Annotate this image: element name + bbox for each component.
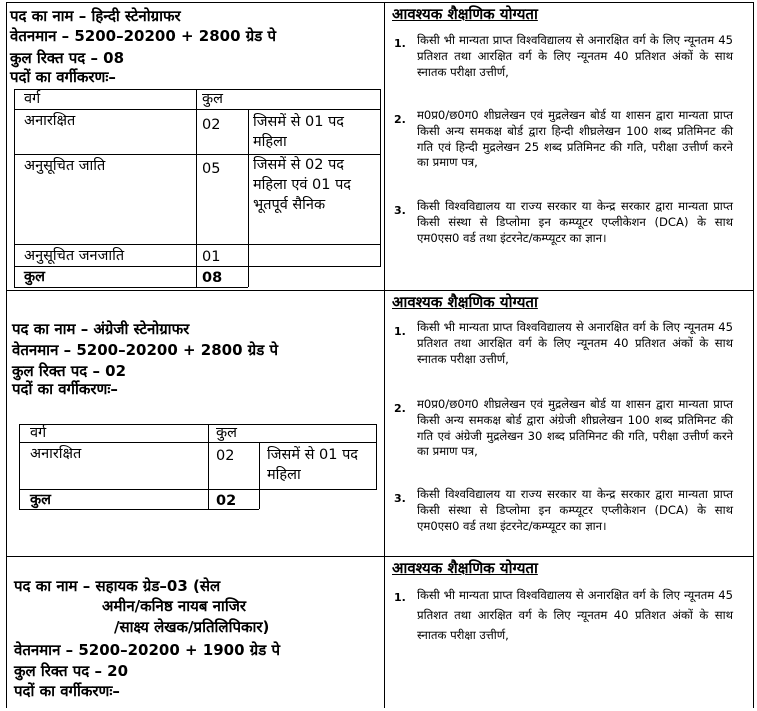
- qual-number: 2.: [394, 402, 406, 415]
- table-head-total: कुल: [202, 91, 223, 107]
- vacancy-hindi-steno: कुल रिक्त पद – 08: [10, 49, 125, 67]
- vacancy-assistant-grade: कुल रिक्त पद – 20: [14, 662, 129, 680]
- qual-item: किसी विश्वविद्यालय या राज्य सरकार या केन्द्र सरकार द्वारा मान्यता प्राप्त किसी संस्था से डिप्लोमा इन कम्प्यूटर एप्लीकेशन (DCA) के साथ एम0एस0 वर्ड तथा इंटरनेट/कम्प्यूटर का ज्ञान।: [417, 199, 733, 245]
- qual-item: किसी भी मान्यता प्राप्त विश्वविद्यालय से अनारक्षित वर्ग के लिए न्यूनतम 45 प्रतिशत तथा आरक्षित वर्ग के लिए न्यूनतम 40 प्रतिशत अंकों के साथ स्नातक परीक्षा उत्तीर्ण,: [417, 320, 733, 366]
- table-row-category: अनारक्षित: [30, 446, 82, 462]
- section-divider-2: [6, 556, 754, 557]
- qual-item: म0प्र0/छ0ग0 शीघ्रलेखन एवं मुद्रलेखन बोर्ड या शासन द्वारा मान्यता प्राप्त किसी अन्य समकक्ष बोर्ड द्वारा हिन्दी शीघ्रलेखन 100 शब्द प्रतिमिनट की गति एवं हिन्दी मुद्रलेखन 25 शब्द प्रतिमिनट की गति, परीक्षा उत्तीर्ण करने का प्रमाण पत्र,: [417, 108, 733, 170]
- qualification-header: आवश्यक शैक्षणिक योग्यता: [392, 559, 538, 577]
- qualification-header: आवश्यक शैक्षणिक योग्यता: [392, 5, 538, 23]
- classification-label: पदों का वर्गीकरणः–: [10, 68, 116, 86]
- classification-label: पदों का वर्गीकरणः–: [14, 682, 120, 700]
- qual-number: 3.: [394, 204, 406, 217]
- qual-item: किसी भी मान्यता प्राप्त विश्वविद्यालय से अनारक्षित वर्ग के लिए न्यूनतम 45 प्रतिशत तथा आरक्षित वर्ग के लिए न्यूनतम 40 प्रतिशत अंकों के साथ स्नातक परीक्षा उत्तीर्ण,: [417, 33, 733, 79]
- qual-number: 3.: [394, 492, 406, 505]
- post-name-assistant-grade-cont: /साक्ष्य लेखक/प्रतिलिपिकार): [114, 618, 270, 636]
- table-row-note: जिसमें से 01 पद महिला: [253, 114, 345, 150]
- table-head-category: वर्ग: [30, 425, 47, 441]
- pay-scale-english-steno: वेतनमान – 5200–20200 + 2800 ग्रेड पे: [12, 341, 278, 359]
- table-row-count: 01: [202, 249, 221, 265]
- qual-item: किसी विश्वविद्यालय या राज्य सरकार या केन्द्र सरकार द्वारा मान्यता प्राप्त किसी संस्था से डिप्लोमा इन कम्प्यूटर एप्लीकेशन (DCA) के साथ एम0एस0 वर्ड तथा इंटरनेट/कम्प्यूटर का ज्ञान।: [417, 487, 733, 533]
- post-name-hindi-steno: पद का नाम – हिन्दी स्टेनोग्राफर: [10, 7, 181, 25]
- qual-number: 2.: [394, 113, 406, 126]
- table-row-count: 02: [216, 448, 235, 464]
- table-row-category: अनुसूचित जनजाति: [24, 248, 125, 264]
- post-name-assistant-grade-cont: अमीन/कनिष्ठ नायब नाजिर: [102, 597, 246, 615]
- table-total-count: 08: [202, 270, 223, 286]
- section-divider-1: [6, 290, 754, 291]
- pay-scale-hindi-steno: वेतनमान – 5200–20200 + 2800 ग्रेड पे: [10, 27, 276, 45]
- table-row-count: 02: [202, 117, 221, 133]
- document-page: [6, 2, 754, 708]
- qual-number: 1.: [394, 325, 406, 338]
- qual-number: 1.: [394, 591, 406, 604]
- table-total-count: 02: [216, 493, 237, 509]
- table-row-category: अनुसूचित जाति: [24, 158, 106, 174]
- post-name-english-steno: पद का नाम – अंग्रेजी स्टेनोग्राफर: [12, 320, 190, 338]
- table-total-label: कुल: [30, 492, 51, 508]
- qualification-header: आवश्यक शैक्षणिक योग्यता: [392, 293, 538, 311]
- qual-item: म0प्र0/छ0ग0 शीघ्रलेखन एवं मुद्रलेखन बोर्ड या शासन द्वारा मान्यता प्राप्त किसी अन्य समकक्ष बोर्ड द्वारा अंग्रेजी शीघ्रलेखन 100 शब्द प्रतिमिनट की गति एवं अंग्रेजी मुद्रलेखन 30 शब्द प्रतिमिनट की गति, परीक्षा उत्तीर्ण करने का प्रमाण पत्र,: [417, 397, 733, 459]
- border-top: [6, 2, 754, 3]
- post-name-assistant-grade: पद का नाम – सहायक ग्रेड–03 (सेल: [14, 577, 221, 595]
- table-row-count: 05: [202, 161, 221, 177]
- vacancy-english-steno: कुल रिक्त पद – 02: [12, 362, 127, 380]
- classification-label: पदों का वर्गीकरणः–: [12, 380, 118, 398]
- table-row-category: अनारक्षित: [24, 113, 76, 129]
- pay-scale-assistant-grade: वेतनमान – 5200–20200 + 1900 ग्रेड पे: [14, 641, 280, 659]
- table-head-total: कुल: [216, 425, 237, 441]
- column-divider: [384, 2, 385, 708]
- qual-item: किसी भी मान्यता प्राप्त विश्वविद्यालय से अनारक्षित वर्ग के लिए न्यूनतम 45 प्रतिशत तथा आरक्षित वर्ग के लिए न्यूनतम 40 प्रतिशत अंकों के साथ स्नातक परीक्षा उत्तीर्ण,: [417, 588, 733, 642]
- table-head-category: वर्ग: [24, 91, 41, 107]
- table-total-label: कुल: [24, 269, 45, 285]
- outer-border-left: [6, 2, 7, 708]
- table-row-note: जिसमें से 02 पद महिला एवं 01 पद भूतपूर्व सैनिक: [253, 157, 352, 213]
- qual-number: 1.: [394, 37, 406, 50]
- outer-border-right: [753, 2, 754, 708]
- table-row-note: जिसमें से 01 पद महिला: [267, 447, 359, 483]
